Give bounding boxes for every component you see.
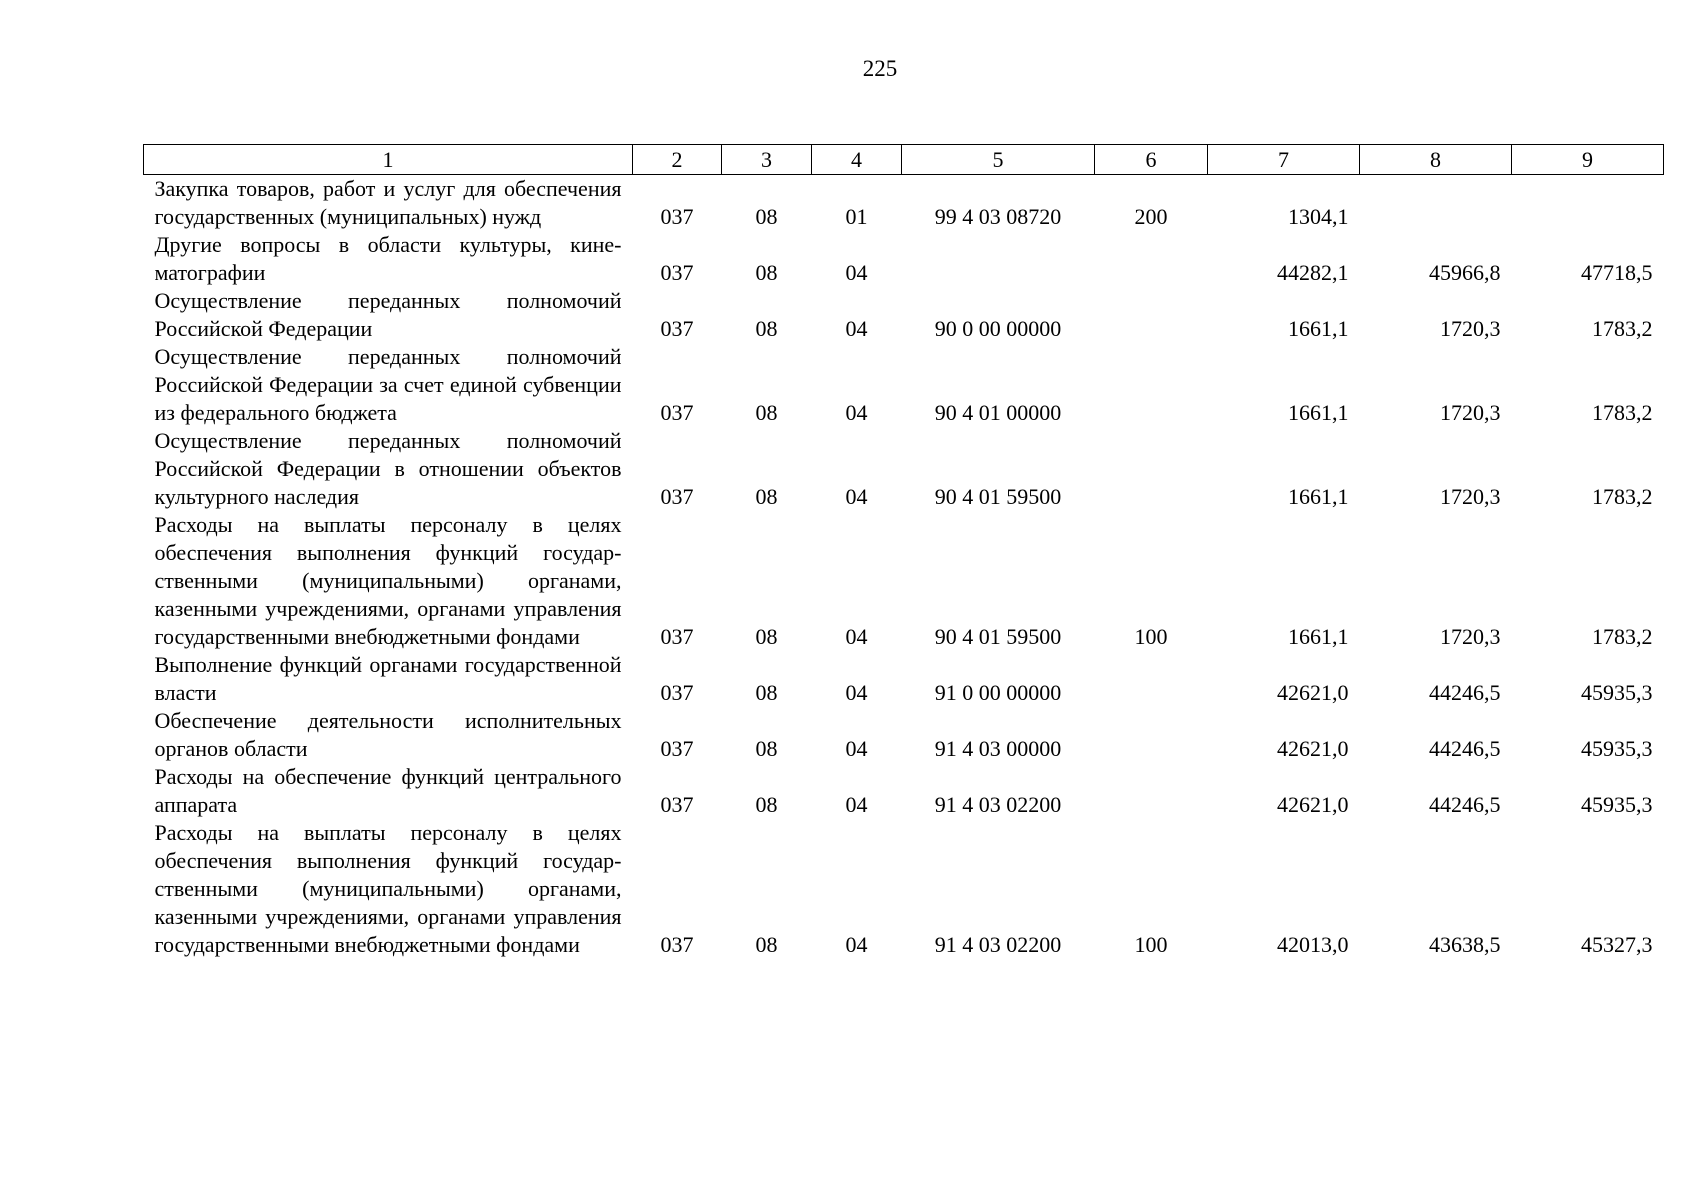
- cell-col-7: 42621,0: [1277, 680, 1349, 705]
- cell-col-9: 45327,3: [1581, 932, 1653, 957]
- cell-col-2: 037: [660, 204, 694, 229]
- cell-col-9: 45935,3: [1581, 736, 1653, 761]
- cell-col-4: 04: [845, 736, 868, 761]
- cell-col-6: [1095, 231, 1208, 287]
- cell-col-4: 04: [845, 792, 868, 817]
- table-row: [144, 175, 1664, 232]
- cell-col-5: 91 4 03 02200: [934, 932, 1062, 957]
- cell-col-8: 43638,5: [1429, 932, 1501, 957]
- cell-col-7: 1661,1: [1288, 400, 1349, 425]
- cell-col-5: 91 0 00 00000: [934, 680, 1062, 705]
- table-row: [144, 651, 1664, 707]
- column-header-8: 8: [1360, 145, 1512, 175]
- cell-col-3: 08: [755, 792, 778, 817]
- row-description: Осуществление переданных полномочий Российской Федерации в отношении объектов культурного наследия: [154, 428, 622, 509]
- table-row: [144, 819, 1664, 959]
- cell-col-4: 04: [845, 932, 868, 957]
- column-header-6: 6: [1095, 145, 1208, 175]
- cell-col-2: 037: [660, 400, 694, 425]
- cell-col-8: 44246,5: [1429, 792, 1501, 817]
- cell-col-4: 04: [845, 680, 868, 705]
- cell-col-4: 04: [845, 624, 868, 649]
- header-row: [144, 145, 1664, 175]
- table-row: [144, 343, 1664, 427]
- cell-col-3: 08: [755, 316, 778, 341]
- cell-col-8: 44246,5: [1429, 680, 1501, 705]
- row-description: Выполнение функций органами государственной власти: [154, 652, 622, 705]
- cell-col-6: [1095, 427, 1208, 511]
- cell-col-4: 04: [845, 260, 868, 285]
- cell-col-5: 91 4 03 02200: [934, 792, 1062, 817]
- row-description: Обеспечение деятельности исполнительных органов области: [154, 708, 622, 761]
- row-description: Осуществление переданных полномочий Российской Федерации за счет единой субвенции из федерального бюджета: [154, 344, 622, 425]
- table-row: [144, 707, 1664, 763]
- cell-col-2: 037: [660, 260, 694, 285]
- cell-col-7: 42621,0: [1277, 736, 1349, 761]
- cell-col-4: 04: [845, 400, 868, 425]
- budget-table: [143, 144, 1664, 959]
- cell-col-3: 08: [755, 484, 778, 509]
- column-header-3: 3: [722, 145, 812, 175]
- cell-col-4: 04: [845, 316, 868, 341]
- cell-col-6: 200: [1134, 204, 1168, 229]
- cell-col-3: 08: [755, 400, 778, 425]
- table-row: [144, 511, 1664, 651]
- cell-col-8: 1720,3: [1440, 484, 1501, 509]
- cell-col-3: 08: [755, 260, 778, 285]
- cell-col-2: 037: [660, 932, 694, 957]
- table-body: [144, 175, 1664, 960]
- table-row: [144, 287, 1664, 343]
- cell-col-5: [902, 231, 1095, 287]
- table-row: [144, 231, 1664, 287]
- cell-col-5: 90 4 01 59500: [934, 484, 1062, 509]
- cell-col-2: 037: [660, 736, 694, 761]
- column-header-2: 2: [633, 145, 722, 175]
- row-description: Осуществление переданных полномочий Российской Федерации: [154, 288, 622, 341]
- cell-col-2: 037: [660, 484, 694, 509]
- table-row: [144, 763, 1664, 819]
- table-header: [144, 145, 1664, 175]
- column-header-5: 5: [902, 145, 1095, 175]
- cell-col-6: [1095, 651, 1208, 707]
- cell-col-9: 45935,3: [1581, 680, 1653, 705]
- row-description: Закупка товаров, работ и услуг для обеспечения государственных (муниципальных) нужд: [154, 176, 622, 229]
- page-number: 225: [862, 56, 898, 81]
- cell-col-8: 1720,3: [1440, 400, 1501, 425]
- cell-col-7: 1661,1: [1288, 484, 1349, 509]
- cell-col-8: 1720,3: [1440, 624, 1501, 649]
- cell-col-8: [1360, 175, 1512, 232]
- cell-col-6: [1095, 287, 1208, 343]
- cell-col-8: 45966,8: [1429, 260, 1501, 285]
- cell-col-4: 04: [845, 484, 868, 509]
- cell-col-7: 1661,1: [1288, 624, 1349, 649]
- cell-col-2: 037: [660, 680, 694, 705]
- row-description: Расходы на выплаты персоналу в целях обеспечения выполнения функций государственными (муниципальными) органами, казенными учреждениями, органами управления государственными внебюджетными фондами: [154, 512, 622, 649]
- cell-col-2: 037: [660, 792, 694, 817]
- cell-col-8: 1720,3: [1440, 316, 1501, 341]
- cell-col-9: 1783,2: [1592, 484, 1653, 509]
- cell-col-5: 91 4 03 00000: [934, 736, 1062, 761]
- cell-col-6: [1095, 343, 1208, 427]
- column-header-4: 4: [812, 145, 902, 175]
- cell-col-8: 44246,5: [1429, 736, 1501, 761]
- cell-col-6: 100: [1134, 624, 1168, 649]
- cell-col-6: 100: [1134, 932, 1168, 957]
- row-description: Другие вопросы в области культуры, кинематографии: [154, 232, 622, 285]
- cell-col-9: 1783,2: [1592, 624, 1653, 649]
- cell-col-7: 1304,1: [1288, 204, 1349, 229]
- cell-col-6: [1095, 707, 1208, 763]
- cell-col-5: 90 0 00 00000: [934, 316, 1062, 341]
- cell-col-9: [1512, 175, 1664, 232]
- cell-col-5: 99 4 03 08720: [934, 204, 1062, 229]
- cell-col-9: 45935,3: [1581, 792, 1653, 817]
- cell-col-7: 44282,1: [1277, 260, 1349, 285]
- cell-col-9: 47718,5: [1581, 260, 1653, 285]
- cell-col-3: 08: [755, 624, 778, 649]
- cell-col-9: 1783,2: [1592, 400, 1653, 425]
- cell-col-2: 037: [660, 624, 694, 649]
- cell-col-3: 08: [755, 204, 778, 229]
- cell-col-3: 08: [755, 736, 778, 761]
- column-header-1: 1: [144, 145, 633, 175]
- cell-col-4: 01: [845, 204, 868, 229]
- row-description: Расходы на выплаты персоналу в целях обеспечения выполнения функций государственными (муниципальными) органами, казенными учреждениями, органами управления государственными внебюджетными фондами: [154, 820, 622, 957]
- row-description: Расходы на обеспечение функций центрального аппарата: [154, 764, 622, 817]
- table-row: [144, 427, 1664, 511]
- cell-col-7: 42013,0: [1277, 932, 1349, 957]
- column-header-7: 7: [1208, 145, 1360, 175]
- cell-col-7: 1661,1: [1288, 316, 1349, 341]
- cell-col-5: 90 4 01 59500: [934, 624, 1062, 649]
- cell-col-2: 037: [660, 316, 694, 341]
- column-header-9: 9: [1512, 145, 1664, 175]
- cell-col-5: 90 4 01 00000: [934, 400, 1062, 425]
- cell-col-3: 08: [755, 932, 778, 957]
- cell-col-6: [1095, 763, 1208, 819]
- cell-col-7: 42621,0: [1277, 792, 1349, 817]
- cell-col-9: 1783,2: [1592, 316, 1653, 341]
- cell-col-3: 08: [755, 680, 778, 705]
